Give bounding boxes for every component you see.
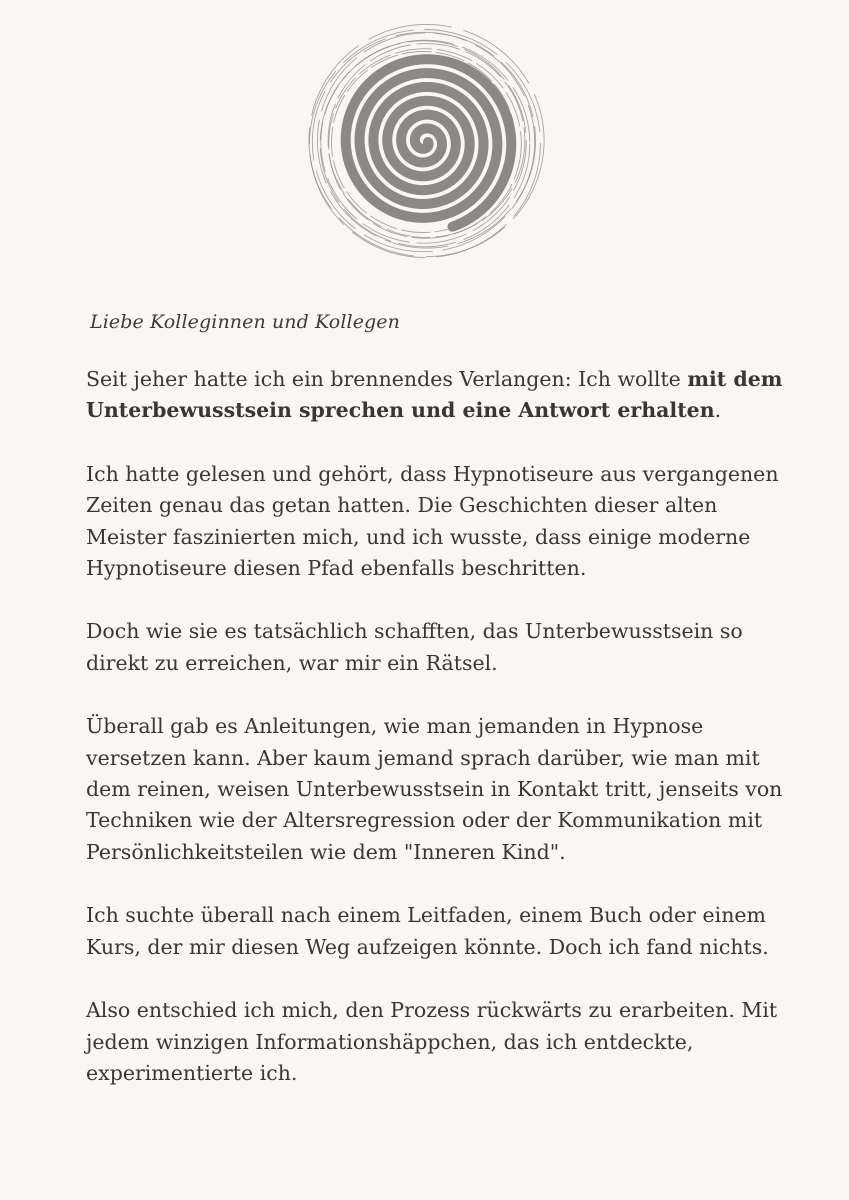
paragraph-3: Doch wie sie es tatsächlich schafften, das Unterbewusstsein so direkt zu erreichen, war mir ein Rätsel. — [86, 619, 743, 675]
spiral-path — [346, 59, 512, 226]
spiral-logo — [302, 20, 548, 268]
paragraph-6: Also entschied ich mich, den Prozess rückwärts zu erarbeiten. Mit jedem winzigen Informationshäppchen, das ich entdeckte, experimentierte ich. — [86, 998, 778, 1085]
paragraph-1-end: . — [714, 398, 722, 423]
paragraph-4: Überall gab es Anleitungen, wie man jemanden in Hypnose versetzen kann. Aber kaum jemand sprach darüber, wie man mit dem reinen, weisen Unterbewusstsein in Kontakt tritt, jenseits von Techniken wie der Altersregression oder der Kommunikation mit Persönlichkeitsteilen wie dem "Inneren Kind". — [86, 714, 783, 864]
paragraph-1-emphasis: mit dem Unterbewusstsein sprechen und eine Antwort erhalten — [86, 367, 783, 423]
paragraph-2: Ich hatte gelesen und gehört, dass Hypnotiseure aus vergangenen Zeiten genau das getan hatten. Die Geschichten dieser alten Meister faszinierten mich, und ich wusste, dass einige moderne Hypnotiseure diesen Pfad ebenfalls beschritten. — [86, 461, 779, 581]
greeting: Liebe Kolleginnen und Kollegen — [90, 311, 400, 333]
paragraph-1-text: Seit jeher hatte ich ein brennendes Verlangen: Ich wollte — [86, 367, 688, 391]
paragraph-5: Ich suchte überall nach einem Leitfaden, einem Buch oder einem Kurs, der mir diesen Weg aufzeigen könnte. Doch ich fand nichts. — [86, 903, 769, 959]
letter-body — [86, 364, 786, 1121]
spiral-icon — [302, 20, 548, 268]
paragraph-1 — [86, 364, 786, 427]
